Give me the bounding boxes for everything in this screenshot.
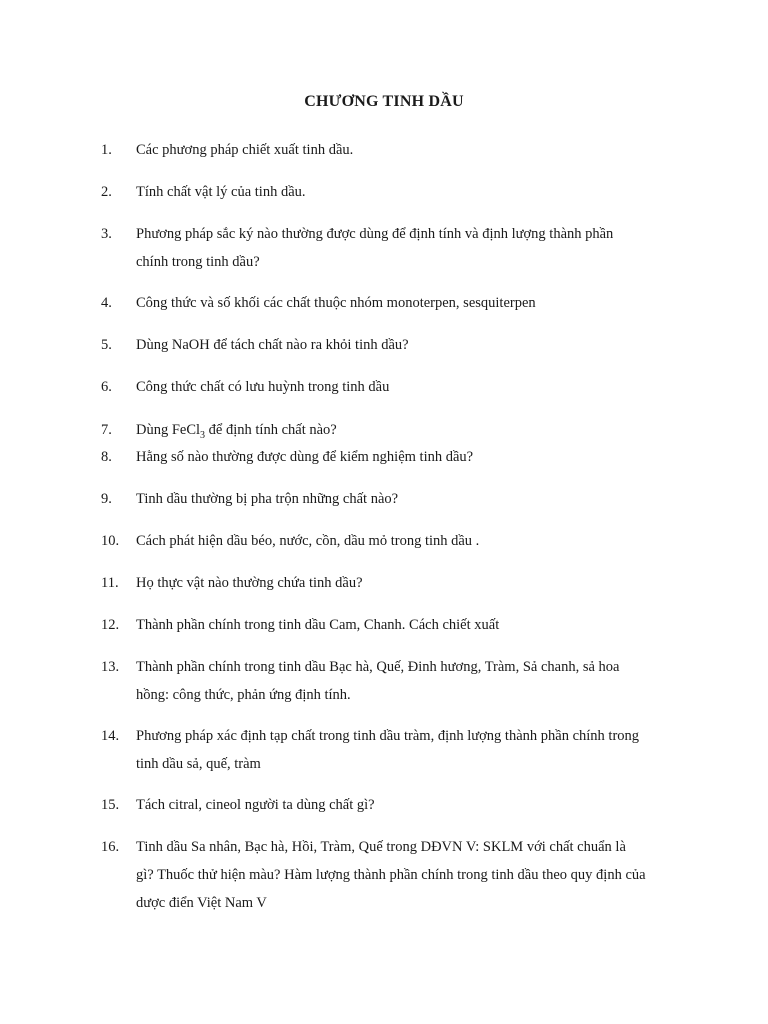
item-text <box>136 331 676 359</box>
item-line: Tinh dầu thường bị pha trộn những chất nào? <box>136 491 399 507</box>
item-number: 9. <box>101 491 112 507</box>
item-line: Các phương pháp chiết xuất tinh dầu. <box>136 142 354 158</box>
item-text <box>136 289 676 317</box>
item-number: 2. <box>101 184 112 200</box>
item-text <box>136 416 676 444</box>
item-text <box>136 136 676 164</box>
item-number: 6. <box>101 379 112 395</box>
item-line: Công thức chất có lưu huỳnh trong tinh dầu <box>136 379 390 395</box>
item-line: Dùng FeCl$_3$ để định tính chất nào? <box>136 422 337 441</box>
page-title: CHƯƠNG TINH DẦU <box>304 93 464 110</box>
item-text <box>136 833 676 917</box>
item-line: Công thức và số khối các chất thuộc nhóm monoterpen, sesquiterpen <box>136 295 536 311</box>
item-number: 11. <box>101 575 119 591</box>
item-number: 15. <box>101 797 120 813</box>
item-line: hồng: công thức, phản ứng định tính. <box>136 687 351 703</box>
item-text <box>136 373 676 401</box>
item-number: 4. <box>101 295 112 311</box>
item-text <box>136 443 676 471</box>
item-text <box>136 653 676 709</box>
item-line: Tinh dầu Sa nhân, Bạc hà, Hồi, Tràm, Quế trong DĐVN V: SKLM với chất chuẩn là <box>136 839 626 855</box>
item-line: Cách phát hiện dầu béo, nước, cồn, dầu mỏ trong tinh dầu . <box>136 533 480 549</box>
item-line: chính trong tinh dầu? <box>136 254 260 270</box>
item-line: Hằng số nào thường được dùng để kiểm nghiệm tinh dầu? <box>136 449 474 465</box>
item-text <box>136 569 676 597</box>
item-number: 13. <box>101 659 120 675</box>
item-line: Thành phần chính trong tinh dầu Bạc hà, Quế, Đinh hương, Tràm, Sả chanh, sả hoa <box>136 659 620 675</box>
item-number: 12. <box>101 617 120 633</box>
item-line: Thành phần chính trong tinh dầu Cam, Chanh. Cách chiết xuất <box>136 617 500 633</box>
item-number: 1. <box>101 142 112 158</box>
item-line: gì? Thuốc thử hiện màu? Hàm lượng thành phần chính trong tinh dầu theo quy định của <box>136 867 646 883</box>
item-text <box>136 485 676 513</box>
item-text <box>136 220 676 276</box>
item-text <box>136 527 676 555</box>
item-number: 16. <box>101 839 120 855</box>
item-number: 3. <box>101 226 112 242</box>
item-number: 8. <box>101 449 112 465</box>
item-number: 14. <box>101 728 120 744</box>
item-line: Phương pháp sắc ký nào thường được dùng để định tính và định lượng thành phần <box>136 226 614 242</box>
item-number: 10. <box>101 533 120 549</box>
item-line: Phương pháp xác định tạp chất trong tinh dầu tràm, định lượng thành phần chính trong <box>136 728 640 744</box>
item-line: Tách citral, cineol người ta dùng chất gì? <box>136 797 375 813</box>
item-line: Dùng NaOH để tách chất nào ra khỏi tinh dầu? <box>136 337 409 353</box>
item-line: Tính chất vật lý của tinh dầu. <box>136 184 306 200</box>
item-line: dược điển Việt Nam V <box>136 895 267 911</box>
item-number: 5. <box>101 337 112 353</box>
item-text <box>136 791 676 819</box>
item-text <box>136 611 676 639</box>
item-line: Họ thực vật nào thường chứa tinh dầu? <box>136 575 363 591</box>
subscript: 3 <box>200 429 206 441</box>
item-text <box>136 178 676 206</box>
item-text <box>136 722 676 778</box>
item-line: tinh dầu sả, quế, tràm <box>136 756 261 772</box>
item-number: 7. <box>101 422 112 438</box>
